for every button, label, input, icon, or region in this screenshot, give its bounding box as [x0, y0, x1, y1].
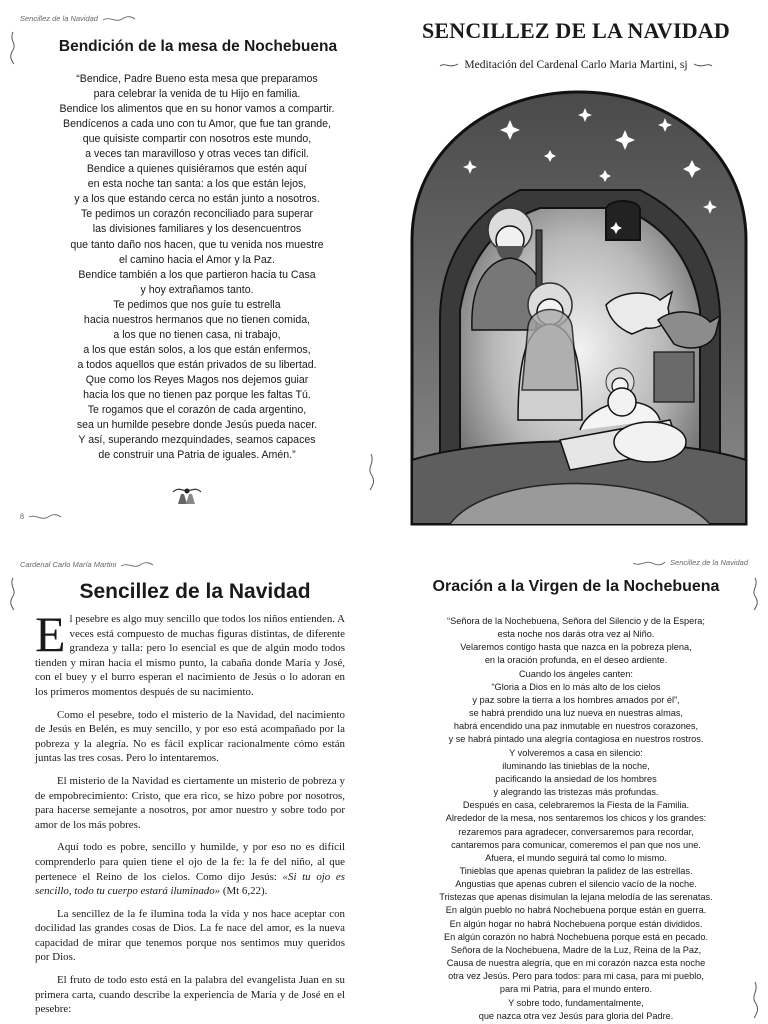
paragraph	[35, 606, 345, 700]
vertical-flourish-icon	[750, 980, 760, 1020]
paragraph: El misterio de la Navidad es ciertamente un misterio de pobreza y de empobrecimiento: Cristo, que era rico, se hizo pobre por nosotros, para hacerse semejante a nosotros, por amor nuestro y sobre todo por amor de los más pobres.	[35, 774, 345, 831]
paragraph-text: Aquí todo es pobre, sencillo y humilde, y por eso no es difícil comprenderlo para quien tiene el ojo de la fe: la fe del niño, al que pertenece el Reino de los cielos. Como dijo Jesús:	[35, 841, 345, 883]
scripture-quote: «Si tu ojo es sencillo, todo tu cuerpo estará iluminado»	[35, 870, 346, 898]
page-blessing	[0, 0, 384, 540]
verse-line: En algún pueblo no habrá Nochebuena porque están en guerra.	[445, 905, 707, 916]
page-number	[20, 512, 62, 521]
verse-line: otra vez Jesús. Pero para todos: para mi casa, para mi pueblo,	[448, 971, 704, 982]
verse-line: esta noche nos darás otra vez al Niño.	[497, 629, 655, 640]
verse-line: Angustias que apenas cubren el silencio vacío de la noche.	[455, 879, 697, 890]
running-head-text: Sencillez de la Navidad	[20, 14, 98, 23]
flourish-icon	[28, 513, 62, 521]
verse-line: “Bendice, Padre Bueno esta mesa que preparamos	[76, 73, 318, 85]
blessing-verse	[30, 72, 364, 463]
verse-line: a los que están solos, a los que están enfermos,	[83, 343, 311, 356]
verse-line: Y así, superando mezquindades, seamos capaces	[78, 434, 316, 447]
verse-line: Te pedimos que nos guíe tu estrella	[113, 298, 281, 311]
prayer-verse	[404, 615, 748, 1023]
verse-line: en la oración profunda, en el deseo ardiente.	[484, 655, 668, 666]
verse-line: para mi Patria, para el mundo entero.	[499, 984, 653, 995]
verse-line: y se habrá pintado una alegría contagiosa en nuestros rostros.	[448, 734, 704, 745]
verse-line: y paz sobre la tierra a los hombres amados por él”,	[472, 694, 680, 705]
verse-line: “Gloria a Dios en lo más alto de los cielos	[491, 681, 661, 692]
paragraph-text: l pesebre es algo muy sencillo que todos los niños entienden. A veces está compuesto de muchas figuras distintas, de diferente grandeza y talla: pero lo esencial es que de algún modo todos tienden y miran hacia el mismo punto, la cabaña donde María y José, con el buey y el burro esperan el nacimiento de Jesús o lo adoran en los primeros momentos después de su nacimiento.	[35, 613, 345, 698]
verse-line: el camino hacia el Amor y la Paz.	[118, 253, 276, 266]
paragraph: El fruto de todo esto está en la palabra del evangelista Juan en su primera carta, cuando describe la experiencia de María y de José en el pesebre:	[35, 974, 345, 1016]
running-head	[20, 14, 136, 23]
verse-line: cantaremos para comunicar, comeremos el pan que nos une.	[451, 839, 701, 850]
verse-line: Cuando los ángeles canten:	[519, 668, 633, 679]
verse-line: hacia los que no tienen paz porque les faltas Tú.	[83, 388, 311, 401]
page-meditation	[0, 548, 384, 1024]
section-title: Sencillez de la Navidad	[79, 580, 311, 603]
verse-line: de construir una Patria de iguales. Amén.”	[98, 449, 296, 462]
flourish-icon	[693, 61, 713, 69]
verse-line: “Señora de la Nochebuena, Señora del Silencio y de la Espera;	[447, 616, 705, 626]
holly-bells-icon	[165, 482, 209, 512]
cover-title: SENCILLEZ DE LA NAVIDAD	[421, 18, 730, 43]
verse-line: Y volveremos a casa en silencio:	[509, 747, 643, 758]
paragraph	[35, 840, 345, 898]
verse-line: Te pedimos un corazón reconciliado para superar	[80, 208, 314, 221]
verse-line: las divisiones familiares y los desencuentros	[92, 223, 302, 236]
verse-line: Después en casa, celebraremos la Fiesta de la Familia.	[462, 800, 690, 811]
verse-line: En algún corazón no habrá Nochebuena porque está en pecado.	[443, 931, 709, 942]
vertical-flourish-icon	[8, 30, 18, 66]
flourish-icon	[120, 561, 154, 569]
verse-line: sea un humilde pesebre donde Jesús pueda nacer.	[76, 419, 318, 432]
paragraph: La sencillez de la fe ilumina toda la vida y nos hace aceptar con docilidad las grandes cosas de Dios. La fe nace del amor, es la nueva capacidad de mirar que tenemos porque nos sentimos muy queridos por Dios.	[35, 907, 345, 964]
verse-line: Causa de nuestra alegría, que en mi corazón nazca esta noche	[446, 958, 706, 969]
verse-line: y alegrando las tristezas más profundas.	[493, 787, 659, 798]
nativity-scene-illustration	[410, 90, 748, 526]
mary-figure	[518, 283, 582, 420]
verse-line: Bendícenos a cada uno con tu Amor, que fue tan grande,	[63, 118, 331, 131]
running-head-text: Cardenal Carlo María Martini	[20, 560, 117, 569]
citation: (Mt 6,22).	[220, 885, 268, 898]
verse-line: Tinieblas que apenas quiebran la palidez de las estrellas.	[459, 865, 693, 876]
flourish-icon	[632, 559, 666, 567]
section-title: Oración a la Virgen de la Nochebuena	[432, 578, 720, 595]
vertical-flourish-icon	[366, 452, 376, 492]
verse-line: Tristezas que apenas disimulan la lejana melodía de las serenatas.	[439, 892, 713, 903]
page-number-text: 8	[20, 512, 24, 521]
verse-line: Y sobre todo, fundamentalmente,	[508, 997, 644, 1008]
verse-line: pacificando la ansiedad de los hombres	[495, 773, 657, 784]
verse-line: en esta noche tan santa: a los que están lejos,	[87, 178, 307, 191]
verse-line: habrá encendido una paz inmutable en nuestros corazones,	[453, 721, 699, 732]
flourish-icon	[102, 15, 136, 23]
verse-line: a todos aquellos que están privados de su libertad.	[77, 358, 317, 371]
page-cover	[384, 0, 768, 540]
subtitle-text: Meditación del Cardenal Carlo Maria Martini, sj	[464, 59, 688, 71]
cover-subtitle	[384, 59, 768, 71]
page-prayer-virgin	[384, 548, 768, 1024]
meditation-body	[35, 606, 346, 1024]
verse-line: Alrededor de la mesa, nos sentaremos los chicos y los grandes:	[445, 813, 707, 824]
verse-line: Te rogamos que el corazón de cada argentino,	[87, 404, 307, 417]
running-head	[20, 560, 154, 569]
verse-line: que tanto daño nos hacen, que tu venida nos muestre	[70, 238, 324, 251]
verse-line: y hoy extrañamos tanto.	[140, 283, 254, 296]
verse-line: y a los que estando cerca no están junto a nosotros.	[74, 193, 320, 206]
flourish-icon	[439, 61, 459, 69]
vertical-flourish-icon	[8, 576, 18, 612]
verse-line: a los que no tienen casa, ni trabajo,	[113, 328, 281, 341]
page-title: Bendición de la mesa de Nochebuena	[58, 38, 338, 55]
verse-line: Bendice también a los que partieron hacia tu Casa	[78, 268, 316, 281]
verse-line: que nazca otra vez Jesús para gloria del Padre.	[478, 1010, 674, 1021]
verse-line: hacia nuestros hermanos que no tienen comida,	[83, 313, 311, 326]
paragraph: Como el pesebre, todo el misterio de la Navidad, del nacimiento de Jesús en Belén, es muy sencillo, y por eso está acompañado por la pobreza y la alegría. No es fácil explicar racionalmente cómo están juntas las tres cosas. Pero lo intentaremos.	[35, 708, 345, 765]
running-head-text: Sencillez de la Navidad	[670, 558, 748, 567]
verse-line: Velaremos contigo hasta que nazca en la pobreza plena,	[460, 642, 692, 653]
verse-line: iluminando las tinieblas de la noche,	[502, 760, 650, 771]
verse-line: Bendice a quienes quisiéramos que estén aquí	[86, 163, 308, 176]
verse-line: Que como los Reyes Magos nos dejemos guiar	[85, 373, 309, 386]
verse-line: rezaremos para agradecer, conversaremos para recordar,	[458, 826, 694, 837]
verse-line: se habrá prendido una luz nueva en nuestras almas,	[468, 708, 683, 719]
verse-line: En algún hogar no habrá Nochebuena porque están divididos.	[449, 918, 703, 929]
verse-line: a veces tan maravilloso y otras veces tan difícil.	[85, 148, 309, 161]
verse-line: para celebrar la venida de tu Hijo en familia.	[93, 88, 301, 101]
verse-line: Afuera, el mundo seguirá tal como lo mismo.	[485, 852, 667, 863]
verse-line: Bendice los alimentos que en su honor vamos a compartir.	[59, 103, 335, 116]
verse-line: que quisiste compartir con nosotros este mundo,	[82, 133, 312, 146]
drop-cap: E	[35, 606, 66, 662]
verse-line: Señora de la Nochebuena, Madre de la Luz, Reina de la Paz,	[450, 944, 702, 955]
running-head	[632, 558, 748, 567]
